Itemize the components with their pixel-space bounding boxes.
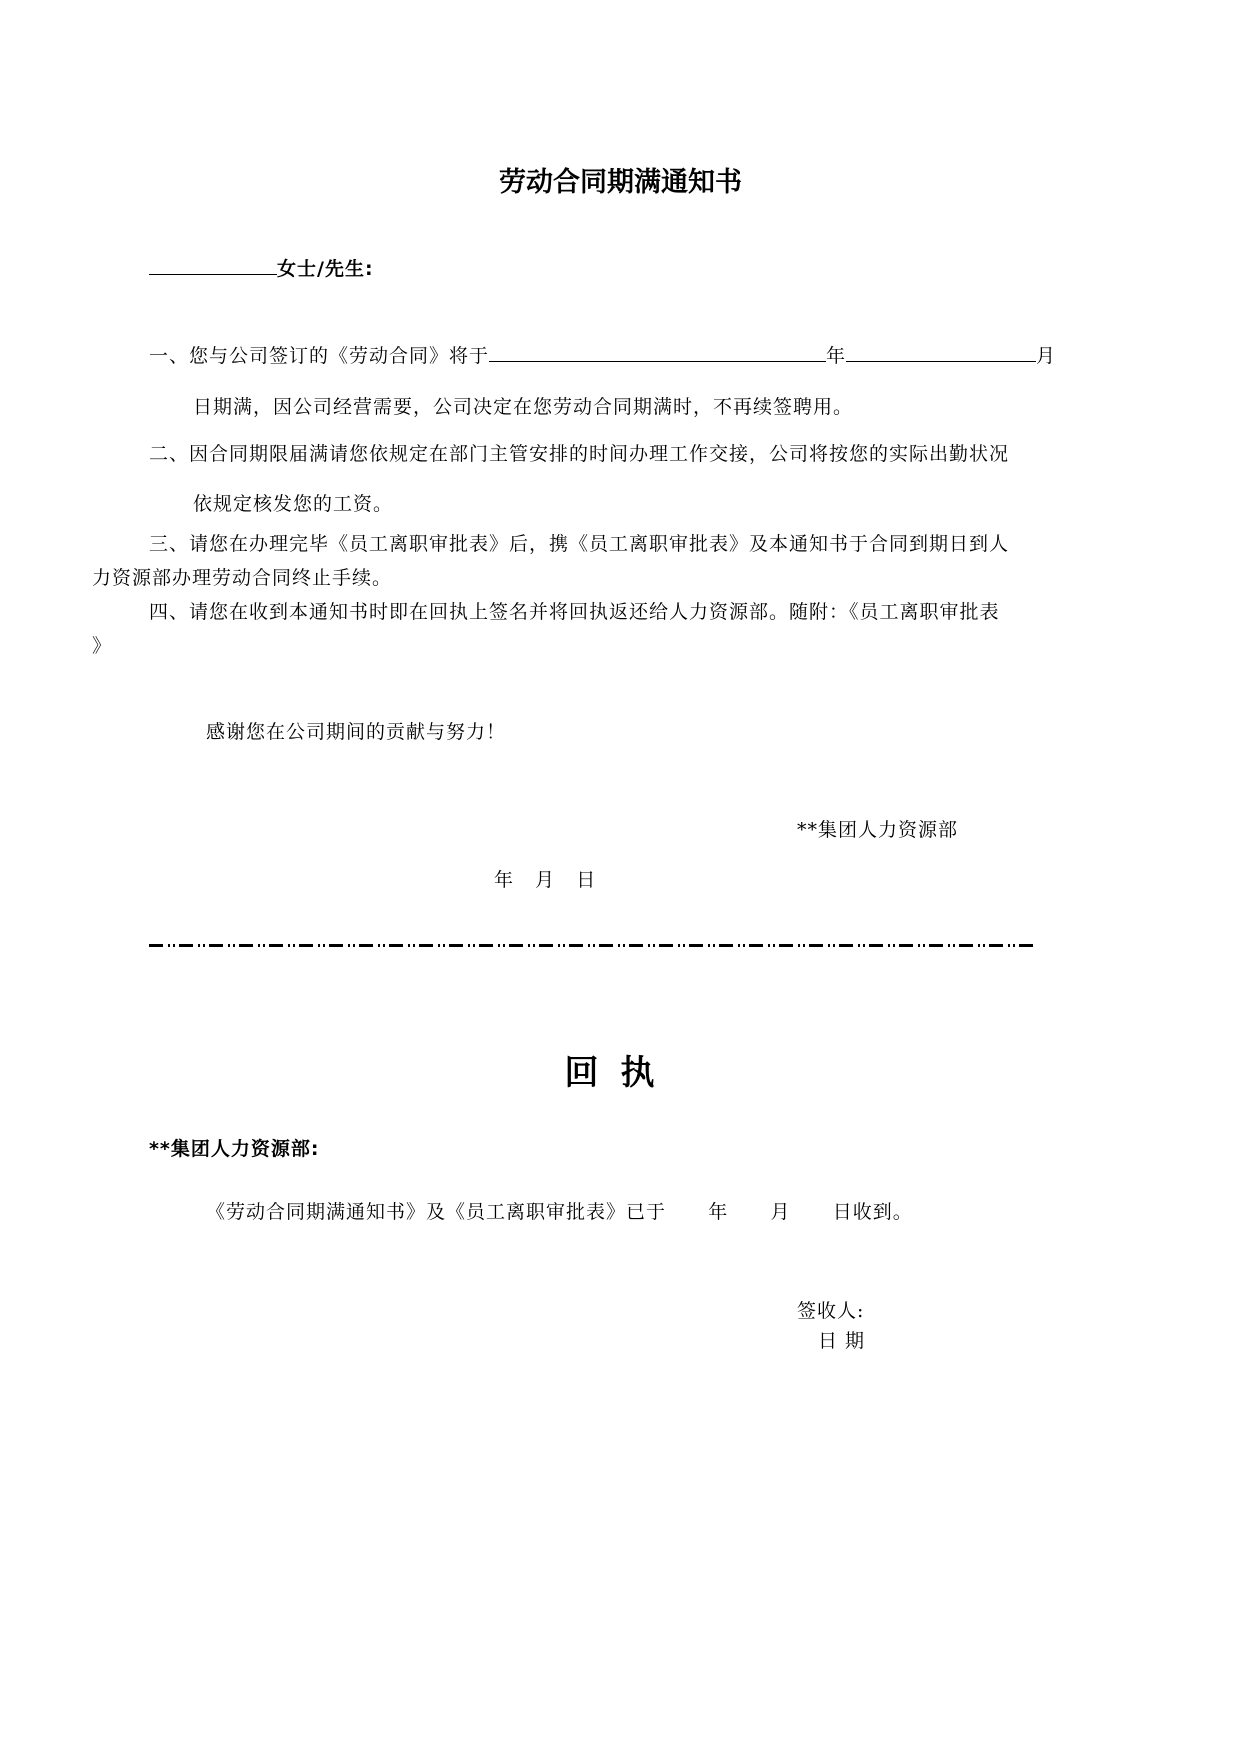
month-blank [846,341,1036,362]
receipt-date: 日 期 [818,1330,866,1352]
issue-date: 年 月 日 [494,869,597,891]
salutation-text: 女士/先生: [277,258,374,280]
thanks-text: 感谢您在公司期间的贡献与努力！ [206,721,507,743]
item-2-continuation: 依规定核发您的工资。 [193,493,394,515]
item-4-continuation: 》 [92,635,113,657]
item-4-text: 四、请您在收到本通知书时即在回执上签名并将回执返还给人力资源部。随附：《员工离职审批表 [149,601,1000,623]
item-3-text: 三、请您在办理完毕《员工离职审批表》后，携《员工离职审批表》及本通知书于合同到期日到人 [149,533,1010,555]
salutation-line [149,254,374,281]
receipt-signer: 签收人: [797,1300,865,1322]
item-1-line [149,341,1056,368]
receipt-title: 回执 [564,1053,677,1093]
item-3-continuation: 力资源部办理劳动合同终止手续。 [92,567,393,589]
receipt-body: 《劳动合同期满通知书》及《员工离职审批表》已于 年 月 日收到。 [206,1201,913,1223]
item-2-text: 二、因合同期限届满请您依规定在部门主管安排的时间办理工作交接，公司将按您的实际出勤状况 [149,443,1010,465]
year-label: 年 [826,345,847,367]
item-1-continuation: 日期满，因公司经营需要，公司决定在您劳动合同期满时，不再续签聘用。 [193,396,854,418]
document-title: 劳动合同期满通知书 [499,167,742,198]
name-blank [149,254,277,275]
receipt-addressee: **集团人力资源部: [149,1138,320,1160]
cut-line-divider [149,944,1035,947]
month-label: 月 [1036,345,1057,367]
issuer-signature: **集团人力资源部 [797,819,959,841]
item-1-text: 一、您与公司签订的《劳动合同》将于 [149,345,490,367]
year-blank [489,341,826,362]
